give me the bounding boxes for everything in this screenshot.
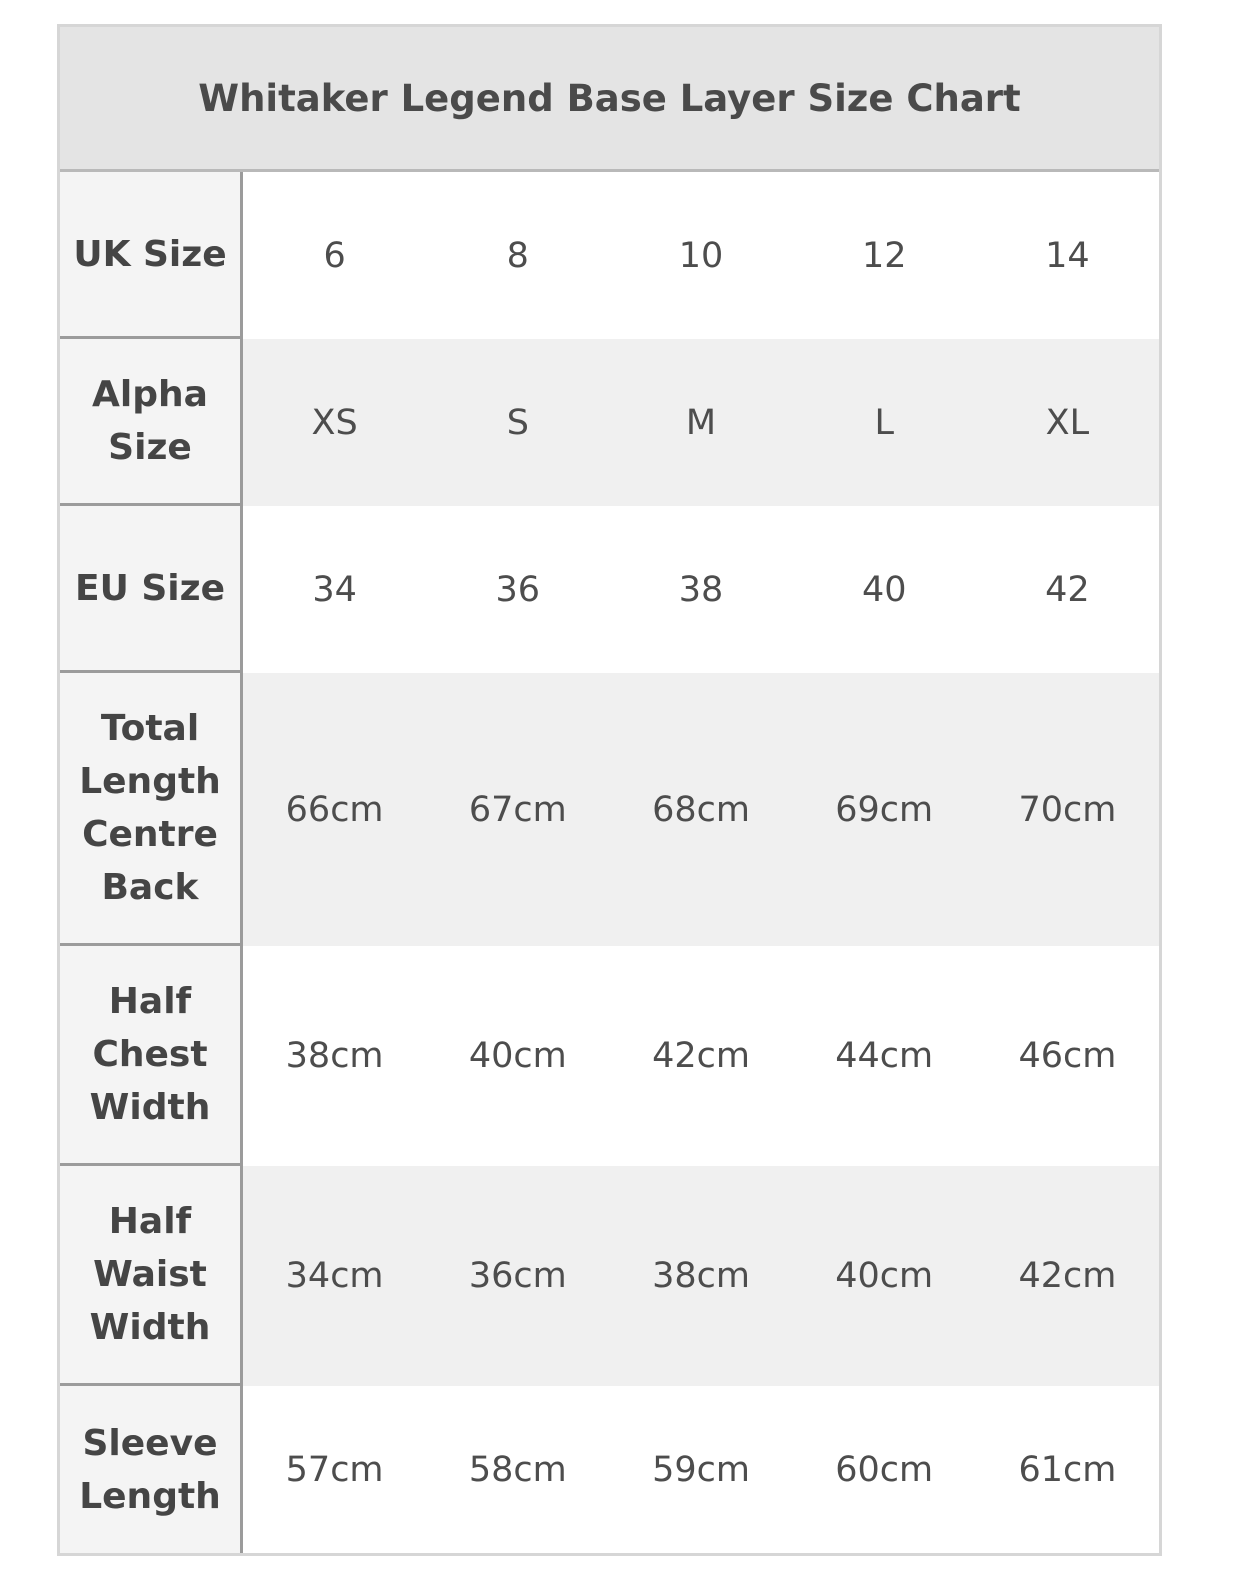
table-cell: 34 (312, 569, 357, 610)
table-row-half-waist (60, 1166, 1159, 1386)
table-cell: 38cm (285, 1036, 384, 1076)
table-title: Whitaker Legend Base Layer Size Chart (60, 27, 1159, 172)
row-header-alpha-size: Alpha Size (60, 339, 243, 506)
table-row-half-chest (60, 946, 1159, 1166)
table-cell: 40 (861, 569, 907, 610)
table-cell: 46cm (1018, 1036, 1117, 1076)
table-cell: 40cm (468, 1036, 567, 1076)
table-cell: XL (1045, 402, 1090, 443)
table-cell: 34cm (285, 1256, 384, 1296)
row-header-eu-size: EU Size (60, 506, 243, 673)
table-row-total-length (60, 673, 1159, 946)
table-cell: 38cm (652, 1256, 750, 1296)
row-header-sleeve-length: Sleeve Length (60, 1386, 243, 1553)
table-cell: 38 (678, 569, 724, 610)
row-header-total-length: Total Length Centre Back (60, 673, 243, 946)
table-cell: 12 (861, 235, 907, 276)
row-header-uk-size: UK Size (60, 172, 243, 339)
table-cell: 42cm (1018, 1256, 1117, 1296)
row-header-half-waist: Half Waist Width (60, 1166, 243, 1386)
table-cell: 68cm (652, 789, 750, 830)
table-cell: 42 (1045, 569, 1090, 610)
table-cell: 40cm (835, 1256, 934, 1296)
table-row-alpha-size (60, 339, 1159, 506)
table-cell: S (506, 402, 529, 443)
row-header-half-chest: Half Chest Width (60, 946, 243, 1166)
table-cell: 42cm (652, 1036, 750, 1076)
table-cell: 60cm (835, 1449, 934, 1490)
table-row-sleeve-length (60, 1386, 1159, 1553)
size-chart-table (57, 24, 1162, 1556)
table-row-uk-size (60, 172, 1159, 339)
table-cell: 14 (1045, 235, 1090, 276)
table-cell: 67cm (468, 789, 567, 830)
table-cell: 8 (506, 235, 529, 276)
table-cell: L (874, 402, 894, 443)
table-cell: 57cm (285, 1449, 384, 1490)
table-cell: 10 (678, 235, 724, 276)
table-row-eu-size (60, 506, 1159, 673)
table-cell: 61cm (1018, 1449, 1117, 1490)
table-cell: 44cm (835, 1036, 934, 1076)
table-cell: 66cm (285, 789, 384, 830)
table-cell: 69cm (835, 789, 934, 830)
table-cell: 36 (495, 569, 541, 610)
table-cell: 58cm (468, 1449, 567, 1490)
table-cell: 70cm (1018, 789, 1117, 830)
table-cell: 59cm (652, 1449, 750, 1490)
table-cell: XS (311, 402, 358, 443)
table-cell: M (685, 402, 717, 443)
table-cell: 36cm (468, 1256, 567, 1296)
table-cell: 6 (323, 235, 346, 276)
